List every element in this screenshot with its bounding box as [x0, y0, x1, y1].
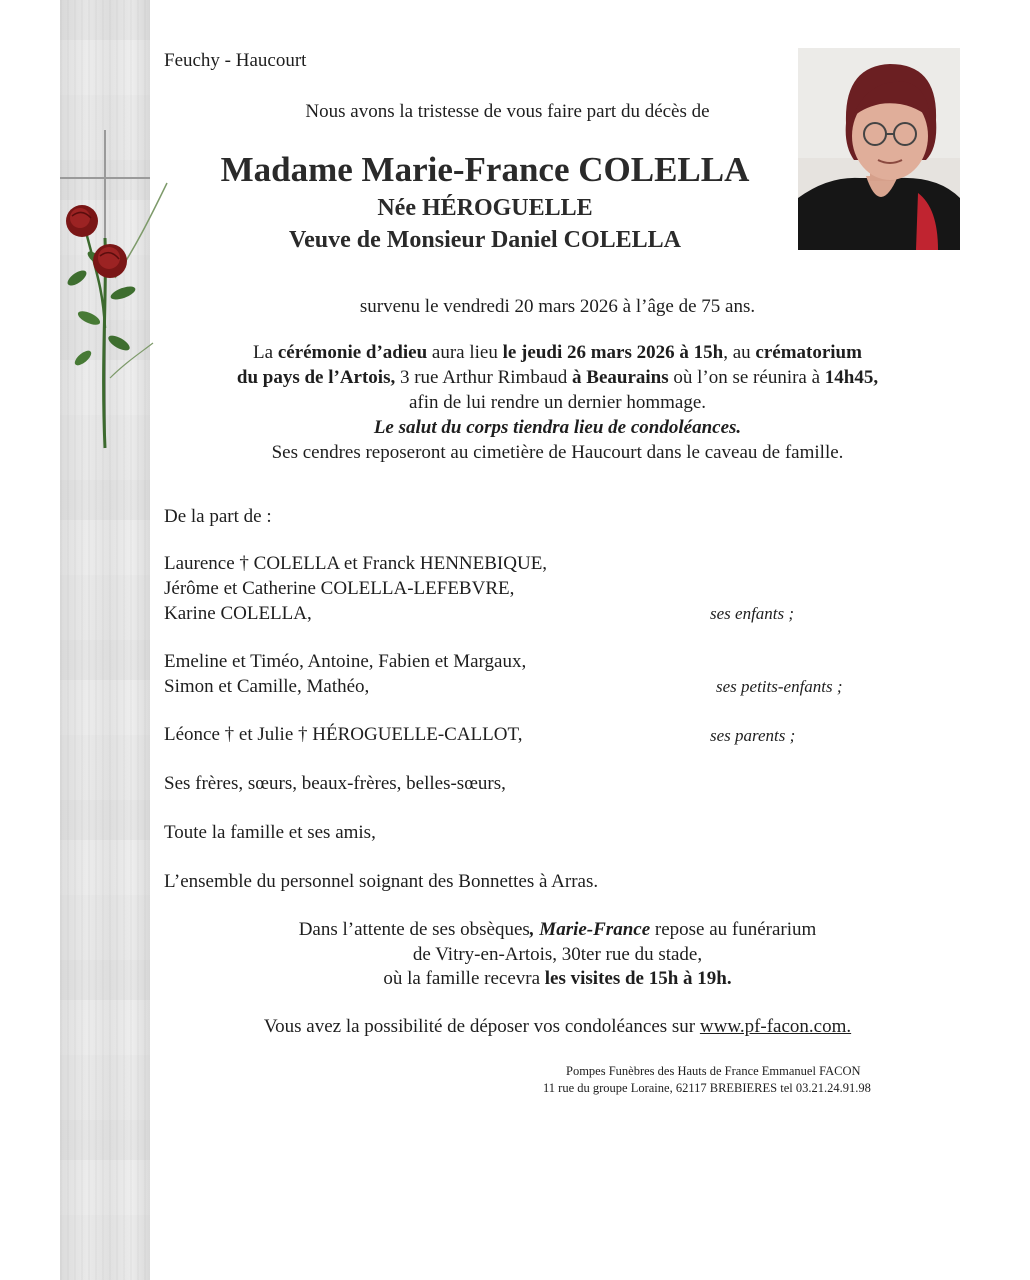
intro-text: Nous avons la tristesse de vous faire part du décès de — [305, 101, 710, 122]
ceremony-line-3: afin de lui rendre un dernier hommage. — [408, 392, 707, 413]
ceremony-address: 3 rue Arthur Rimbaud — [395, 367, 573, 388]
ceremony-meeting-time: 14h45, — [824, 367, 879, 388]
ceremony-text: , au — [723, 342, 756, 363]
wake-name: , Marie-France — [529, 919, 651, 940]
ceremony-line-2 — [170, 367, 945, 389]
family-children-1: Laurence † COLELLA et Franck HENNEBIQUE, — [164, 553, 548, 574]
family-siblings: Ses frères, sœurs, beaux-frères, belles-sœurs, — [164, 773, 506, 794]
role-grandchildren: ses petits-enfants ; — [716, 677, 843, 696]
role-children: ses enfants ; — [710, 604, 795, 623]
funeral-home-address: 11 rue du groupe Loraine, 62117 BREBIERES tel 03.21.24.91.98 — [543, 1081, 871, 1095]
wake-text: où la famille recevra — [383, 968, 545, 989]
condolences-text: Vous avez la possibilité de déposer vos condoléances sur — [263, 1016, 700, 1037]
family-grandchildren-2: Simon et Camille, Mathéo, — [164, 676, 370, 697]
family-parents: Léonce † et Julie † HÉROGUELLE-CALLOT, — [164, 724, 523, 745]
cross-and-roses-illustration — [55, 128, 175, 458]
family-children-3: Karine COLELLA, — [164, 603, 312, 624]
ceremony-line-1 — [170, 342, 945, 364]
family-children-2: Jérôme et Catherine COLELLA-LEFEBVRE, — [164, 578, 515, 599]
ceremony-text: où l’on se réunira à — [668, 367, 825, 388]
ceremony-line-4: Le salut du corps tiendra lieu de condoléances. — [373, 417, 742, 438]
role-parents: ses parents ; — [710, 726, 796, 745]
family-grandchildren-1: Emeline et Timéo, Antoine, Fabien et Margaux, — [164, 651, 527, 672]
ceremony-date: le jeudi 26 mars 2026 à 15h — [502, 342, 724, 363]
from-label: De la part de : — [164, 506, 272, 527]
rose-icon — [65, 183, 167, 448]
wake-text: Dans l’attente de ses obsèques — [298, 919, 530, 940]
family-staff: L’ensemble du personnel soignant des Bonnettes à Arras. — [164, 871, 599, 892]
widow-line: Veuve de Monsieur Daniel COLELLA — [288, 227, 682, 253]
ceremony-label: cérémonie d’adieu — [277, 342, 428, 363]
deceased-name: Madame Marie-France COLELLA — [220, 150, 750, 189]
condolences-link[interactable]: www.pf-facon.com. — [699, 1016, 852, 1037]
death-date-line: survenu le vendredi 20 mars 2026 à l’âge de 75 ans. — [359, 296, 756, 317]
ceremony-venue: du pays de l’Artois, — [236, 367, 396, 388]
wake-visit-hours: les visites de 15h à 19h. — [544, 968, 732, 989]
ceremony-text: aura lieu — [427, 342, 503, 363]
portrait-photo — [798, 48, 960, 250]
condolences-line — [170, 1016, 945, 1038]
ceremony-text: La — [253, 342, 278, 363]
family-friends: Toute la famille et ses amis, — [164, 822, 376, 843]
funeral-home-name: Pompes Funèbres des Hauts de France Emmanuel FACON — [566, 1064, 861, 1078]
wake-line-2: de Vitry-en-Artois, 30ter rue du stade, — [412, 944, 703, 965]
ceremony-line-5: Ses cendres reposeront au cimetière de Haucourt dans le caveau de famille. — [271, 442, 844, 463]
ceremony-venue: crématorium — [755, 342, 862, 363]
wake-text: repose au funérarium — [650, 919, 817, 940]
location-heading: Feuchy - Haucourt — [164, 50, 307, 71]
wake-line-1 — [170, 919, 945, 941]
ceremony-city: à Beaurains — [572, 367, 669, 388]
wake-line-3 — [170, 968, 945, 990]
maiden-name: Née HÉROGUELLE — [377, 195, 593, 221]
